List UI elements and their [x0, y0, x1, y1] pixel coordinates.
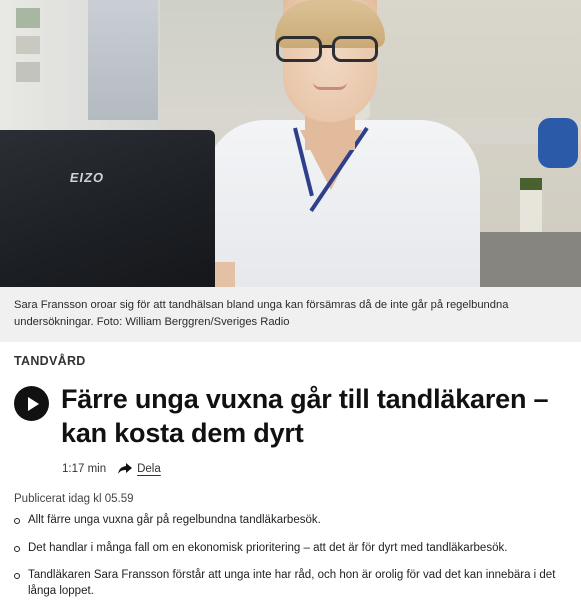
- audio-meta: [62, 463, 161, 475]
- list-item: Det handlar i många fall om en ekonomisk prioritering – att det är för dyrt med tandläkarbesök.: [14, 541, 569, 557]
- cabinet-paper: [16, 8, 40, 28]
- computer-monitor: [0, 130, 215, 287]
- list-item: Tandläkaren Sara Fransson förstår att unga inte har råd, och hon är orolig för vad det kan innebära i det långa loppet.: [14, 568, 569, 599]
- play-button[interactable]: [14, 386, 49, 421]
- play-icon: [28, 397, 39, 411]
- photo-caption: Sara Fransson oroar sig för att tandhälsan bland unga kan försämras då de inte går på regelbundna undersökningar. Foto: William Berggren/Sveriges Radio: [0, 287, 581, 342]
- blue-holder: [538, 118, 578, 168]
- share-arrow-icon: [118, 463, 132, 475]
- person-dentist: [205, 0, 480, 287]
- list-item: Allt färre unga vuxna går på regelbundna tandläkarbesök.: [14, 513, 569, 529]
- hero-photo: [0, 0, 581, 287]
- share-button[interactable]: [118, 463, 161, 475]
- published-timestamp: Publicerat idag kl 05.59: [14, 493, 134, 505]
- counter: [470, 232, 581, 287]
- audio-duration: 1:17 min: [62, 463, 107, 475]
- bottle: [520, 178, 542, 234]
- cabinet-paper: [16, 36, 40, 54]
- cabinet-paper: [16, 62, 40, 82]
- summary-list: [14, 513, 569, 599]
- share-label: Dela: [137, 463, 161, 475]
- monitor-brand-logo: EIZO: [68, 170, 106, 185]
- glasses: [276, 36, 382, 64]
- mouth: [313, 82, 347, 90]
- category-label[interactable]: TANDVÅRD: [14, 354, 86, 368]
- article-headline: Färre unga vuxna går till tandläkaren – kan kosta dem dyrt: [61, 384, 549, 448]
- background-window: [88, 0, 158, 120]
